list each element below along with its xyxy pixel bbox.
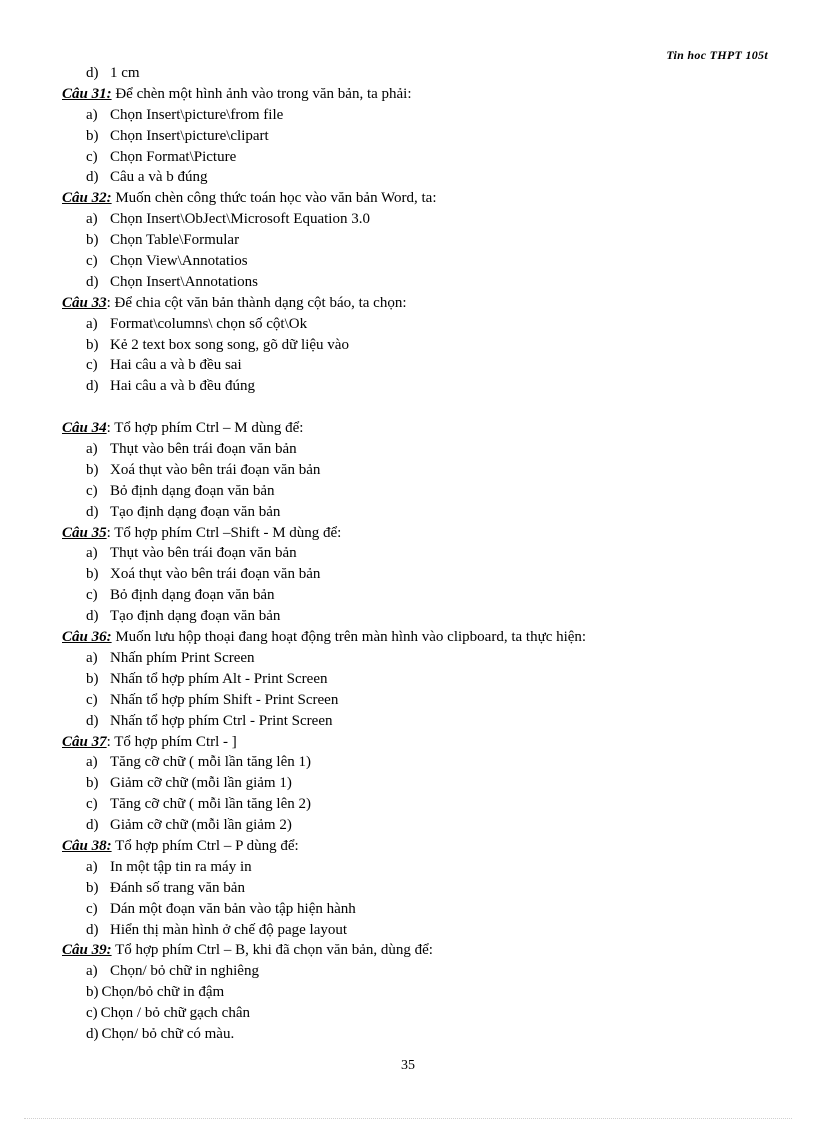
answer-option	[62, 272, 762, 293]
answer-option	[62, 481, 762, 502]
answer-option	[62, 543, 762, 564]
answer-letter: c)	[86, 482, 98, 499]
answer-letter: a)	[86, 649, 98, 666]
answer-option	[62, 1024, 762, 1045]
answer-letter: d)	[86, 273, 99, 290]
answer-text: Format\columns\ chọn số cột\Ok	[110, 315, 308, 332]
answer-letter: b)	[86, 984, 99, 1001]
answer-letter: d)	[86, 503, 99, 520]
answer-letter: c)	[86, 691, 98, 708]
answer-letter: d)	[86, 608, 99, 625]
answer-text: In một tập tin ra máy in	[110, 858, 252, 875]
answer-option	[62, 502, 762, 523]
answer-text: Nhấn phím Print Screen	[110, 649, 255, 666]
answer-text: Nhấn tổ hợp phím Ctrl - Print Screen	[110, 712, 333, 729]
question-label: Câu 38:	[62, 837, 112, 854]
answer-text: Hiển thị màn hình ở chế độ page layout	[110, 921, 348, 938]
question-stem	[62, 523, 762, 544]
question-stem	[62, 418, 762, 439]
page-number: 35	[401, 1058, 415, 1073]
answer-letter: a)	[86, 754, 98, 771]
answer-option	[62, 669, 762, 690]
answer-text: Nhấn tổ hợp phím Shift - Print Screen	[110, 691, 339, 708]
question-label: Câu 35	[62, 524, 107, 541]
answer-letter: b)	[86, 670, 99, 687]
answer-letter: b)	[86, 336, 99, 353]
answer-text: Chọn/bỏ chữ in đậm	[101, 984, 225, 1001]
answer-letter: d)	[86, 817, 99, 834]
answer-letter: a)	[86, 963, 98, 980]
answer-option	[62, 209, 762, 230]
answer-text: Tạo định dạng đoạn văn bản	[110, 503, 281, 520]
answer-option	[62, 606, 762, 627]
question-stem	[62, 836, 762, 857]
answer-option	[62, 815, 762, 836]
answer-letter: d)	[86, 1025, 99, 1042]
question-label: Câu 36:	[62, 629, 112, 646]
question-text: : Để chia cột văn bản thành dạng cột báo, ta chọn:	[106, 294, 407, 311]
answer-text: Giảm cỡ chữ (mỗi lần giảm 1)	[110, 775, 292, 792]
answer-letter: b)	[86, 879, 99, 896]
answer-option	[62, 857, 762, 878]
answer-letter: d)	[86, 378, 99, 395]
answer-option	[62, 648, 762, 669]
answer-letter: a)	[86, 441, 98, 458]
question-label: Câu 33	[62, 294, 107, 311]
answer-text: Chọn/ bỏ chữ in nghiêng	[110, 963, 259, 980]
answer-text: Chọn / bỏ chữ gạch chân	[100, 1005, 250, 1022]
answer-text: Đánh số trang văn bản	[110, 879, 245, 896]
answer-letter: c)	[86, 796, 98, 813]
answer-text: Giảm cỡ chữ (mỗi lần giảm 2)	[110, 817, 292, 834]
answer-letter: c)	[86, 148, 98, 165]
question-text: Muốn lưu hộp thoại đang hoạt động trên màn hình vào clipboard, ta thực hiện:	[111, 629, 587, 646]
answer-text: Xoá thụt vào bên trái đoạn văn bản	[110, 461, 321, 478]
answer-letter: a)	[86, 211, 98, 228]
question-list	[62, 63, 762, 1045]
answer-text: Chọn Format\Picture	[110, 148, 237, 165]
answer-text: Xoá thụt vào bên trái đoạn văn bản	[110, 566, 321, 583]
answer-text: Chọn Insert\picture\clipart	[110, 127, 269, 144]
answer-letter: b)	[86, 232, 99, 249]
answer-letter: c)	[86, 1005, 98, 1022]
question-label: Câu 34	[62, 420, 107, 437]
answer-option	[62, 314, 762, 335]
answer-option	[62, 982, 762, 1003]
answer-letter: d)	[86, 712, 99, 729]
answer-text: Thụt vào bên trái đoạn văn bản	[110, 441, 297, 458]
answer-text: Chọn Insert\ObJect\Microsoft Equation 3.0	[110, 211, 370, 228]
answer-option	[62, 335, 762, 356]
question-stem	[62, 188, 762, 209]
answer-option	[62, 920, 762, 941]
answer-text: Tăng cỡ chữ ( mỗi lần tăng lên 2)	[110, 796, 311, 813]
answer-option	[62, 439, 762, 460]
answer-text: Tạo định dạng đoạn văn bản	[110, 608, 281, 625]
answer-letter: b)	[86, 566, 99, 583]
answer-letter: a)	[86, 315, 98, 332]
question-stem	[62, 732, 762, 753]
answer-option	[62, 1003, 762, 1024]
answer-letter: d)	[86, 169, 99, 186]
answer-option	[62, 899, 762, 920]
answer-letter: a)	[86, 545, 98, 562]
answer-option	[62, 564, 762, 585]
answer-text: Thụt vào bên trái đoạn văn bản	[110, 545, 297, 562]
answer-letter: d)	[86, 921, 99, 938]
answer-letter: c)	[86, 357, 98, 374]
answer-text: Chọn View\Annotatios	[110, 253, 248, 270]
answer-option	[62, 460, 762, 481]
question-label: Câu 37	[62, 733, 107, 750]
question-label: Câu 31:	[62, 85, 112, 102]
answer-text: Kẻ 2 text box song song, gõ dữ liệu vào	[110, 336, 349, 353]
answer-option	[62, 711, 762, 732]
answer-text: Dán một đoạn văn bản vào tập hiện hành	[110, 900, 356, 917]
question-text: : Tổ hợp phím Ctrl – M dùng để:	[106, 420, 304, 437]
answer-letter: c)	[86, 253, 98, 270]
answer-option	[62, 961, 762, 982]
answer-text: Câu a và b đúng	[110, 169, 208, 186]
answer-option	[62, 585, 762, 606]
answer-option	[62, 126, 762, 147]
question-text: Để chèn một hình ảnh vào trong văn bản, ta phải:	[111, 85, 412, 102]
footer-divider	[24, 1118, 792, 1119]
question-stem	[62, 84, 762, 105]
answer-text: Chọn Table\Formular	[110, 232, 240, 249]
answer-option	[62, 105, 762, 126]
question-text: Tổ hợp phím Ctrl – P dùng để:	[111, 837, 299, 854]
question-label: Câu 32:	[62, 190, 112, 207]
answer-option	[62, 147, 762, 168]
answer-letter: a)	[86, 106, 98, 123]
question-text: : Tổ hợp phím Ctrl –Shift - M dùng để:	[106, 524, 342, 541]
answer-letter: c)	[86, 587, 98, 604]
question-stem	[62, 627, 762, 648]
answer-option	[62, 230, 762, 251]
answer-letter: b)	[86, 775, 99, 792]
answer-option	[62, 690, 762, 711]
answer-option	[62, 376, 762, 397]
answer-letter: c)	[86, 900, 98, 917]
answer-option	[62, 167, 762, 188]
question-text: : Tổ hợp phím Ctrl - ]	[106, 733, 237, 750]
answer-text: Hai câu a và b đều đúng	[110, 378, 255, 395]
question-stem	[62, 293, 762, 314]
answer-text: Chọn Insert\Annotations	[110, 273, 258, 290]
answer-option	[62, 773, 762, 794]
question-text: Muốn chèn công thức toán học vào văn bản Word, ta:	[111, 190, 437, 207]
answer-letter: a)	[86, 858, 98, 875]
answer-letter: b)	[86, 127, 99, 144]
answer-letter: b)	[86, 461, 99, 478]
question-text: Tổ hợp phím Ctrl – B, khi đã chọn văn bản, dùng để:	[111, 942, 433, 959]
answer-option	[62, 355, 762, 376]
answer-option	[62, 251, 762, 272]
answer-text: Nhấn tổ hợp phím Alt - Print Screen	[110, 670, 328, 687]
answer-text: 1 cm	[110, 65, 140, 81]
answer-text: Chọn/ bỏ chữ có màu.	[101, 1025, 235, 1042]
answer-text: Tăng cỡ chữ ( mỗi lần tăng lên 1)	[110, 754, 311, 771]
blank-line	[62, 397, 762, 418]
answer-text: Chọn Insert\picture\from file	[110, 106, 284, 123]
answer-option	[62, 794, 762, 815]
answer-text: Bỏ định dạng đoạn văn bản	[110, 587, 275, 604]
answer-text: Bỏ định dạng đoạn văn bản	[110, 482, 275, 499]
page-header: Tin hoc THPT 105t	[666, 48, 768, 62]
answer-text: Hai câu a và b đều sai	[110, 357, 242, 374]
answer-option	[62, 878, 762, 899]
answer-letter: d)	[86, 65, 99, 81]
answer-option	[62, 63, 762, 84]
question-stem	[62, 940, 762, 961]
question-label: Câu 39:	[62, 942, 112, 959]
answer-option	[62, 752, 762, 773]
